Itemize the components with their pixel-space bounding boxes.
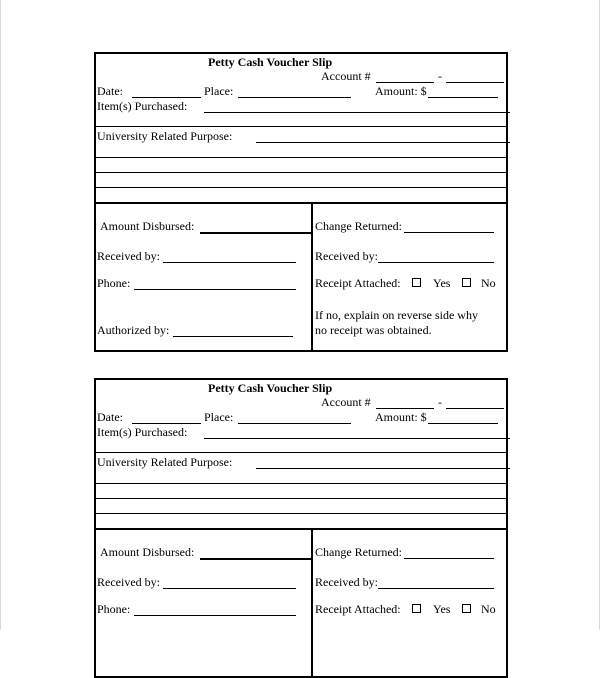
received-by-right-field[interactable] [378,588,494,589]
receipt-attached-label: Receipt Attached: [315,276,401,290]
received-by-left-label: Received by: [97,575,160,589]
amount-label: Amount: $ [375,410,427,424]
account-dash: - [438,69,442,83]
date-field[interactable] [132,97,201,98]
received-by-right-label: Received by: [315,249,378,263]
items-purchased-field[interactable] [204,112,510,113]
column-divider [311,203,313,350]
receipt-yes-checkbox[interactable] [412,278,421,287]
items-purchased-label: Item(s) Purchased: [97,425,188,439]
purpose-line[interactable] [96,172,506,173]
amount-disbursed-label: Amount Disbursed: [100,545,195,559]
receipt-no-label: No [481,276,496,290]
purpose-label: University Related Purpose: [97,129,233,143]
change-returned-field[interactable] [404,232,494,233]
place-label: Place: [204,410,234,424]
section-divider [96,528,506,530]
purpose-field[interactable] [256,142,510,143]
purpose-line[interactable] [96,157,506,158]
place-label: Place: [204,84,234,98]
voucher-slip-1 [94,52,508,352]
place-field[interactable] [238,97,351,98]
amount-field[interactable] [428,423,498,424]
date-field[interactable] [132,423,201,424]
account-dash: - [438,395,442,409]
received-by-left-label: Received by: [97,249,160,263]
items-purchased-label: Item(s) Purchased: [97,99,188,113]
phone-field[interactable] [134,289,296,290]
receipt-yes-label: Yes [433,602,451,616]
form-rule [96,452,506,453]
amount-label: Amount: $ [375,84,427,98]
explain-line-2: no receipt was obtained. [315,323,432,337]
receipt-yes-checkbox[interactable] [412,604,421,613]
amount-disbursed-field[interactable] [200,558,311,560]
date-label: Date: [97,410,123,424]
purpose-line[interactable] [96,498,506,499]
received-by-left-field[interactable] [163,588,296,589]
phone-label: Phone: [97,602,131,616]
date-label: Date: [97,84,123,98]
form-rule [96,126,506,127]
slip-title: Petty Cash Voucher Slip [208,381,333,395]
slip-title: Petty Cash Voucher Slip [208,55,333,69]
amount-disbursed-label: Amount Disbursed: [100,219,195,233]
amount-field[interactable] [428,97,498,98]
receipt-attached-label: Receipt Attached: [315,602,401,616]
voucher-slip-2 [94,378,508,678]
change-returned-field[interactable] [404,558,494,559]
place-field[interactable] [238,423,351,424]
account-label: Account # [321,395,371,409]
received-by-right-field[interactable] [378,262,494,263]
receipt-no-checkbox[interactable] [462,604,471,613]
purpose-field[interactable] [256,468,510,469]
purpose-line[interactable] [96,483,506,484]
amount-disbursed-field[interactable] [200,232,311,234]
purpose-line[interactable] [96,187,506,188]
phone-label: Phone: [97,276,131,290]
receipt-no-label: No [481,602,496,616]
account-number-field[interactable] [376,408,434,409]
account-number-field[interactable] [376,82,434,83]
section-divider [96,202,506,204]
authorized-by-field[interactable] [173,336,293,337]
receipt-yes-label: Yes [433,276,451,290]
account-suffix-field[interactable] [446,408,504,409]
receipt-no-checkbox[interactable] [462,278,471,287]
authorized-by-label: Authorized by: [97,323,170,337]
account-label: Account # [321,69,371,83]
column-divider [311,529,313,676]
received-by-left-field[interactable] [163,262,296,263]
received-by-right-label: Received by: [315,575,378,589]
account-suffix-field[interactable] [446,82,504,83]
purpose-label: University Related Purpose: [97,455,233,469]
purpose-line[interactable] [96,513,506,514]
page-edge-left [0,0,1,630]
explain-line-1: If no, explain on reverse side why [315,308,478,322]
phone-field[interactable] [134,615,296,616]
change-returned-label: Change Returned: [315,219,402,233]
items-purchased-field[interactable] [204,438,510,439]
change-returned-label: Change Returned: [315,545,402,559]
